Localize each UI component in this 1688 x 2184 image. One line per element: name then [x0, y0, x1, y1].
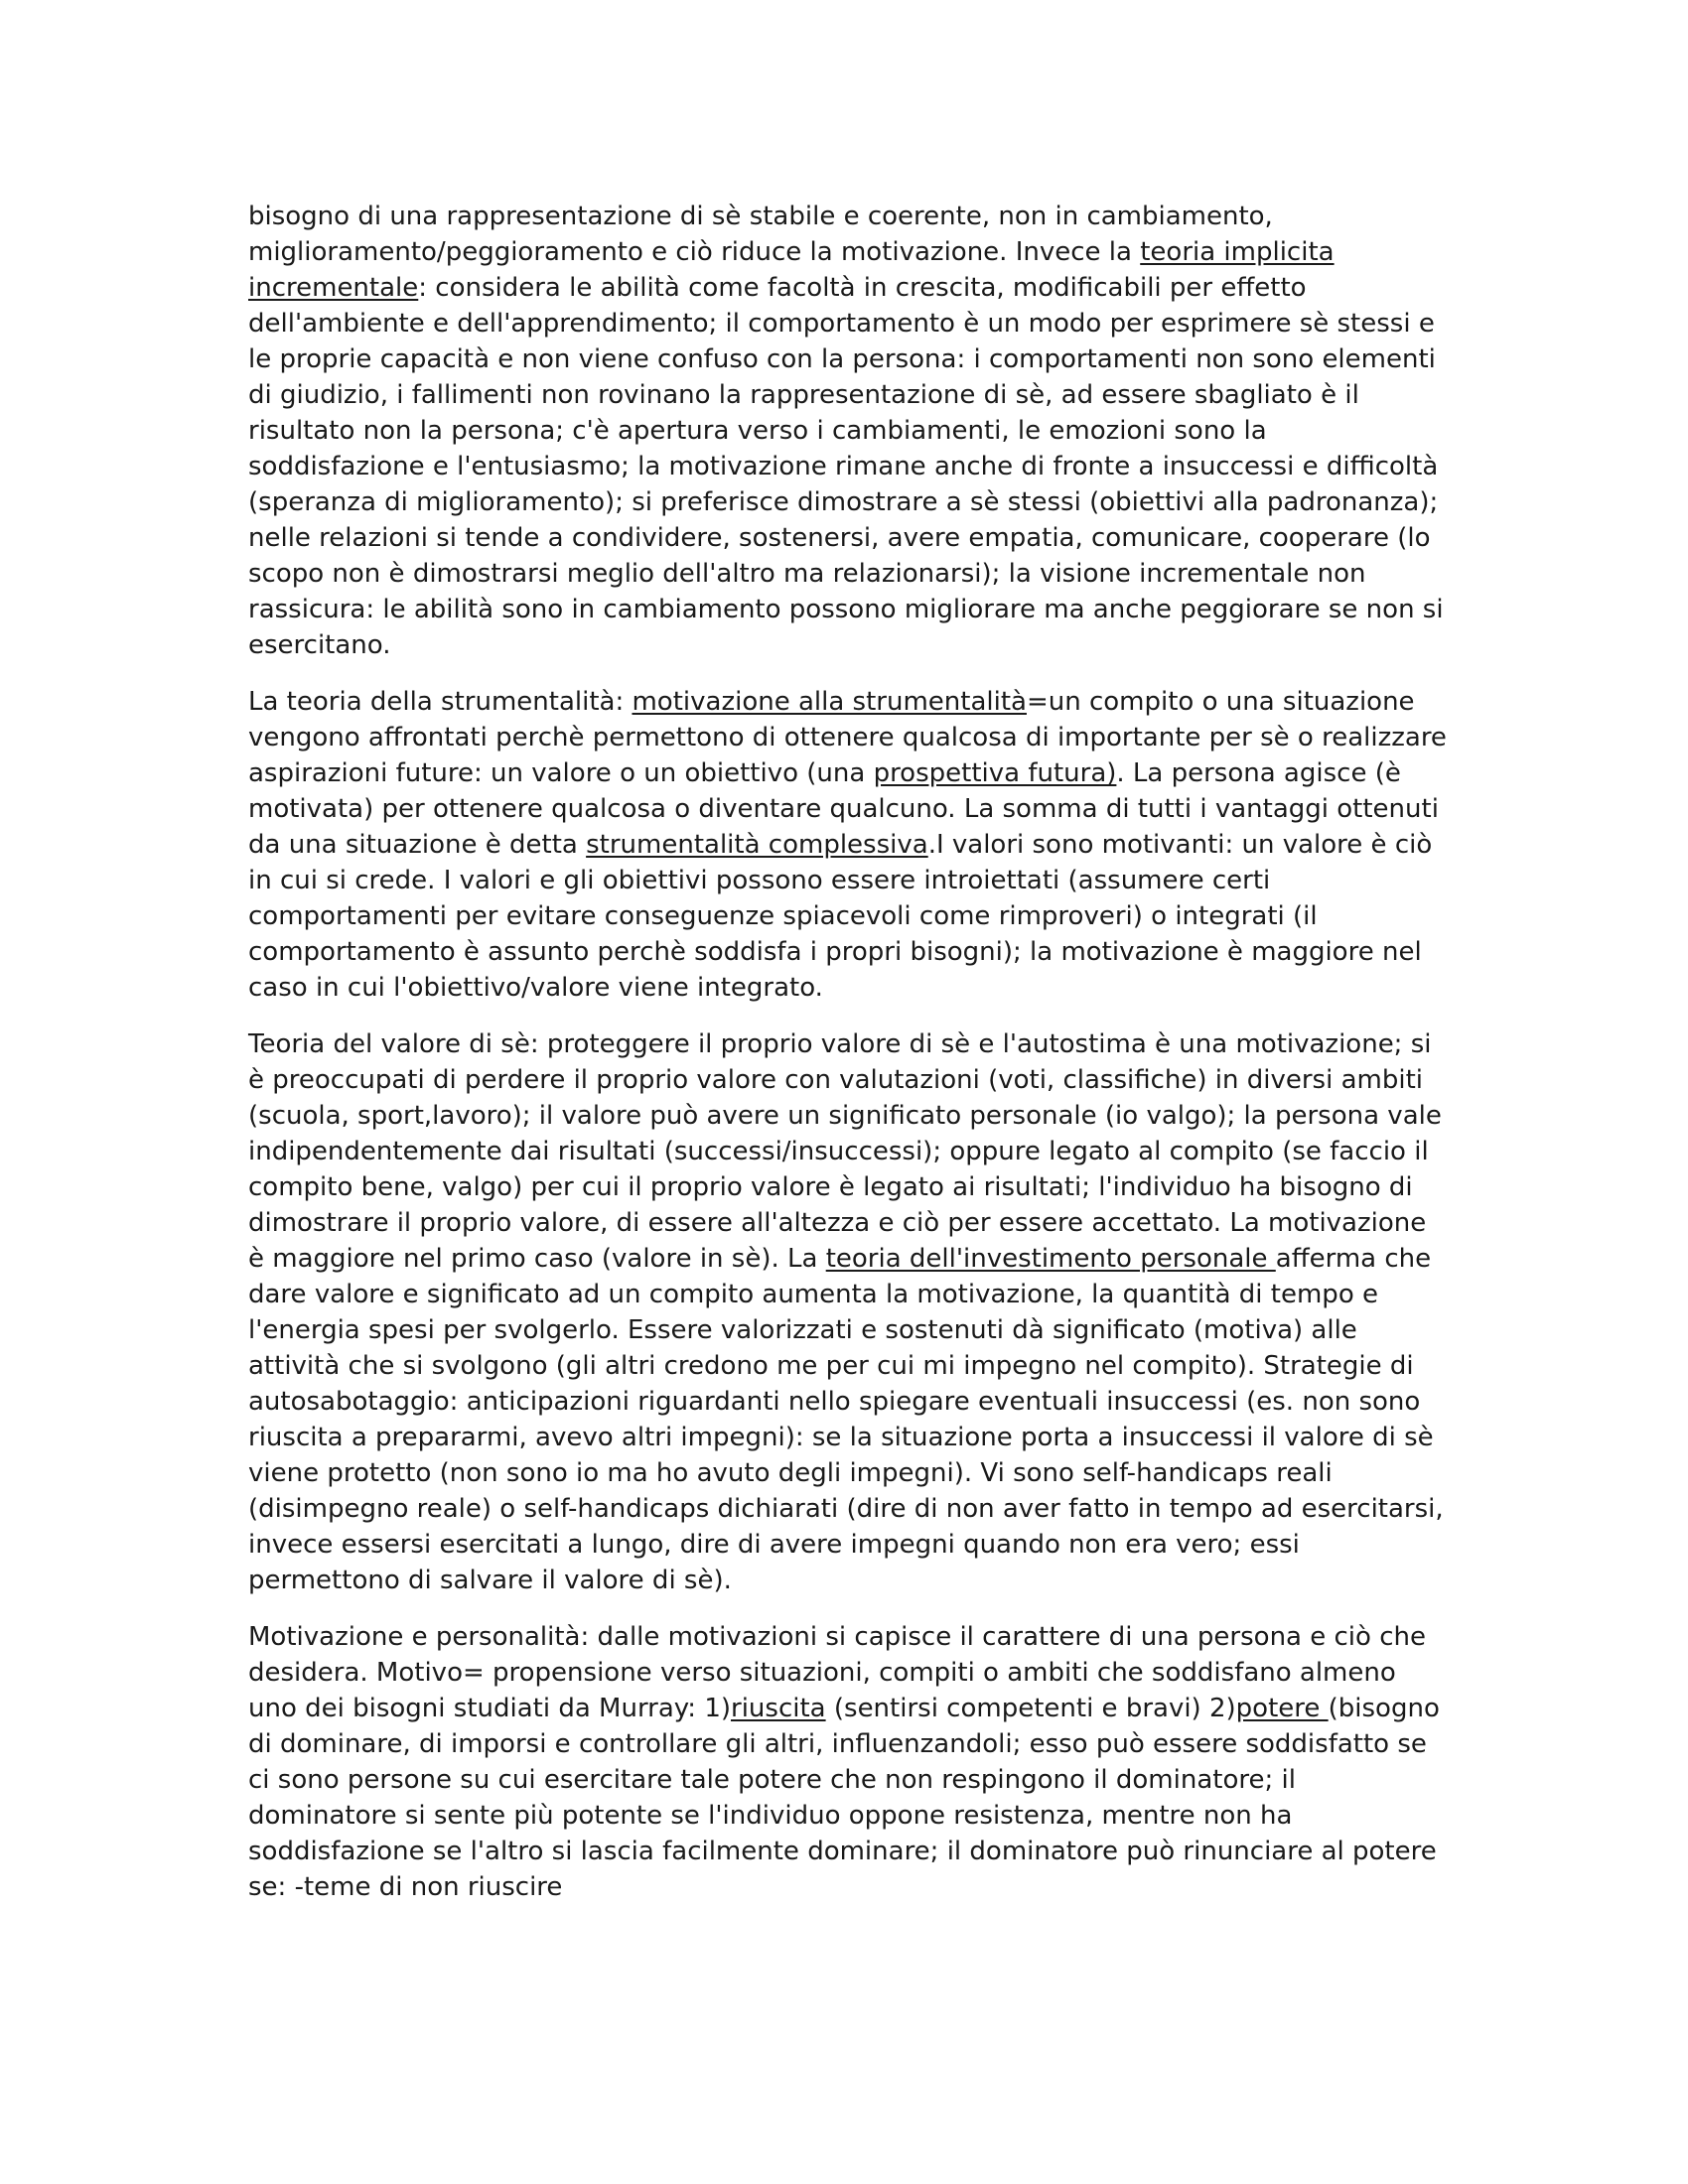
paragraph-text: =un compito o una situazione vengono affrontati perchè permettono di ottenere qualcosa di importante per sè o realizzare aspirazioni future: un valore o un obiettivo (una: [248, 687, 1447, 788]
paragraph-valore-di-se: [248, 1026, 1450, 1598]
paragraph-strumentalita: [248, 684, 1450, 1006]
document-page: [248, 199, 1450, 1926]
paragraph-motivazione-personalita: [248, 1619, 1450, 1905]
paragraph-text: (bisogno di dominare, di imporsi e controllare gli altri, influenzandoli; esso può essere soddisfatto se ci sono persone su cui esercitare tale potere che non respingono il dominatore; il dominatore si sente più potente se l'individuo oppone resistenza, mentre non ha soddisfazione se l'altro si lascia facilmente dominare; il dominatore può rinunciare al potere se: -teme di non riuscire: [248, 1694, 1440, 1902]
paragraph-text: La teoria della strumentalità:: [248, 687, 633, 717]
underlined-term: riuscita: [731, 1694, 826, 1723]
paragraph-teoria-incrementale: [248, 199, 1450, 663]
underlined-term: motivazione alla strumentalità: [632, 687, 1027, 717]
paragraph-text: : considera le abilità come facoltà in crescita, modificabili per effetto dell'ambiente e dell'apprendimento; il comportamento è un modo per esprimere sè stessi e le proprie capacità e non viene confuso con la persona: i comportamenti non sono elementi di giudizio, i fallimenti non rovinano la rappresentazione di sè, ad essere sbagliato è il risultato non la persona; c'è apertura verso i cambiamenti, le emozioni sono la soddisfazione e l'entusiasmo; la motivazione rimane anche di fronte a insuccessi e difficoltà (speranza di miglioramento); si preferisce dimostrare a sè stessi (obiettivi alla padronanza); nelle relazioni si tende a condividere, sostenersi, avere empatia, comunicare, cooperare (lo scopo non è dimostrarsi meglio dell'altro ma relazionarsi); la visione incrementale non rassicura: le abilità sono in cambiamento possono migliorare ma anche peggiorare se non si esercitano.: [248, 273, 1444, 660]
paragraph-text: Teoria del valore di sè: proteggere il proprio valore di sè e l'autostima è una motivazione; si è preoccupati di perdere il proprio valore con valutazioni (voti, classifiche) in diversi ambiti (scuola, sport,lavoro); il valore può avere un significato personale (io valgo); la persona vale indipendentemente dai risultati (successi/insuccessi); oppure legato al compito (se faccio il compito bene, valgo) per cui il proprio valore è legato ai risultati; l'individuo ha bisogno di dimostrare il proprio valore, di essere all'altezza e ciò per essere accettato. La motivazione è maggiore nel primo caso (valore in sè). La: [248, 1029, 1442, 1274]
underlined-term: potere: [1235, 1694, 1329, 1723]
paragraph-text: afferma che dare valore e significato ad un compito aumenta la motivazione, la quantità di tempo e l'energia spesi per svolgerlo. Essere valorizzati e sostenuti dà significato (motiva) alle attività che si svolgono (gli altri credono me per cui mi impegno nel compito). Strategie di autosabotaggio: anticipazioni riguardanti nello spiegare eventuali insuccessi (es. non sono riuscita a prepararmi, avevo altri impegni): se la situazione porta a insuccessi il valore di sè viene protetto (non sono io ma ho avuto degli impegni). Vi sono self-handicaps reali (disimpegno reale) o self-handicaps dichiarati (dire di non aver fatto in tempo ad esercitarsi, invece essersi esercitati a lungo, dire di avere impegni quando non era vero; essi permettono di salvare il valore di sè).: [248, 1244, 1444, 1595]
paragraph-text: .I valori sono motivanti: un valore è ciò in cui si crede. I valori e gli obiettivi possono essere introiettati (assumere certi comportamenti per evitare conseguenze spiacevoli come rimproveri) o integrati (il comportamento è assunto perchè soddisfa i propri bisogni); la motivazione è maggiore nel caso in cui l'obiettivo/valore viene integrato.: [248, 830, 1433, 1003]
underlined-term: teoria dell'investimento personale: [825, 1244, 1276, 1274]
underlined-term: teoria implicita incrementale: [248, 237, 1335, 303]
paragraph-text: Motivazione e personalità: dalle motivazioni si capisce il carattere di una persona e ciò che desidera. Motivo= propensione verso situazioni, compiti o ambiti che soddisfano almeno uno dei bisogni studiati da Murray: 1): [248, 1622, 1426, 1723]
underlined-term: prospettiva futura): [873, 758, 1117, 788]
paragraph-text: (sentirsi competenti e bravi) 2): [825, 1694, 1236, 1723]
paragraph-text: . La persona agisce (è motivata) per ottenere qualcosa o diventare qualcuno. La somma di tutti i vantaggi ottenuti da una situazione è detta: [248, 758, 1439, 860]
paragraph-text: bisogno di una rappresentazione di sè stabile e coerente, non in cambiamento, miglioramento/peggioramento e ciò riduce la motivazione. Invece la: [248, 202, 1273, 267]
underlined-term: strumentalità complessiva: [586, 830, 928, 860]
